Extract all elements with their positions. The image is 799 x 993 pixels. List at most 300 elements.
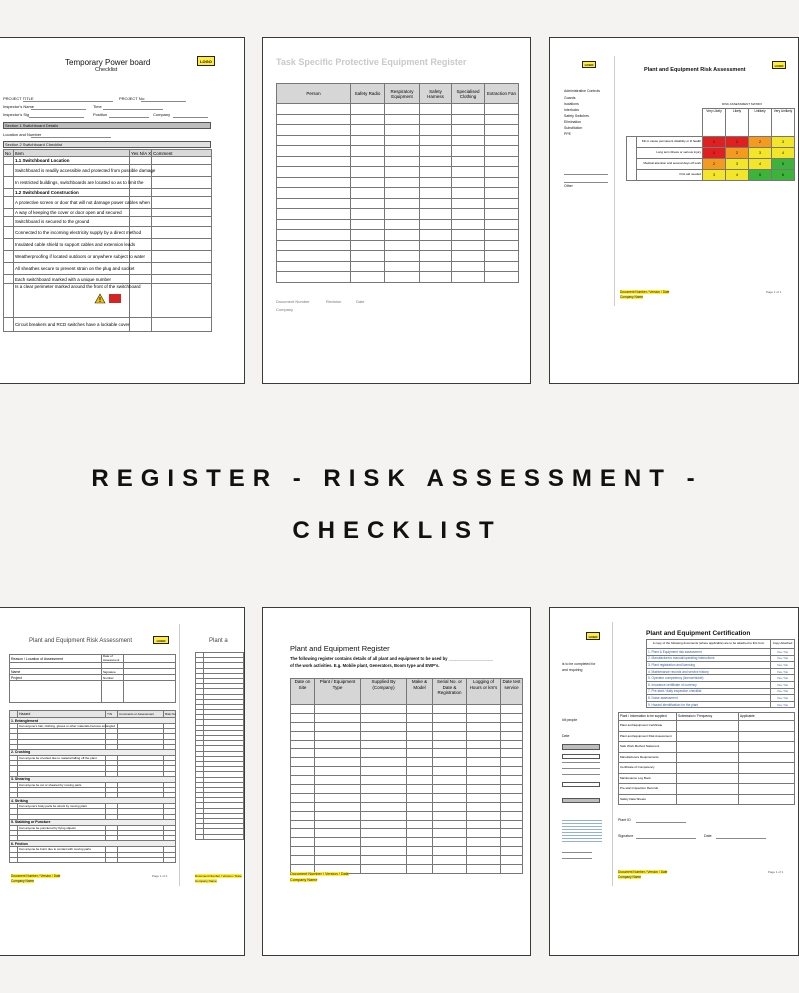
cell [501,838,523,847]
field-line [562,852,592,853]
table-row [647,701,795,708]
cell [291,776,315,785]
cell [152,177,212,189]
table-row [196,834,244,839]
cell [452,167,485,178]
cert-plant-item: Safety Data Sheets [619,794,677,805]
cell [4,284,14,318]
col-person: Person [277,84,351,104]
hazard-question: Can anyone be burnt due to contact with moving parts [18,847,106,852]
table-row: 1.1 Switchboard Location [14,157,130,165]
cert-item: 3. Plant registration and licensing [647,662,771,669]
table-row [277,240,519,251]
cell [467,865,501,874]
col-yn: Y/N [106,711,118,718]
left-text: and requiring [562,668,583,672]
table-row [291,767,523,776]
cell [485,240,519,251]
cell [407,785,433,794]
col-specialised-clothing: Specialised Clothing [452,84,485,104]
cell [351,261,385,272]
cell [739,731,795,742]
cert-yes-no[interactable]: Yes / No [771,701,795,708]
cell [677,773,739,784]
cell [277,167,351,178]
cell [277,156,351,167]
page-2-title: Plant a [209,638,228,644]
field-line [636,838,696,839]
cell [315,802,361,811]
cert-plant-item: Plant and Equipment Risk Assessment [619,731,677,742]
table-row: In restricted buildings, switchboards are located so as to limit the [14,177,130,189]
col-no: No [4,150,14,157]
cell [291,820,315,829]
col-respiratory: Respiratory Equipment [385,84,420,104]
left-bar [562,798,600,803]
table-row [277,219,519,230]
thumbnail-plant-equipment-register[interactable] [262,607,531,956]
cert-yes-no[interactable]: Yes / No [771,688,795,695]
cell [130,209,152,217]
section-label: 1. Entanglement [10,718,176,724]
footer-company: Company Name [290,878,318,882]
left-item: Isolations [564,102,579,106]
field-line [562,774,600,775]
table-row [291,802,523,811]
field-line [716,838,766,839]
cell [385,188,420,199]
cell [152,165,212,177]
cert-item: 5. Operator competency (licence/ticket) [647,675,771,682]
cert-left-partial-page [560,622,613,886]
cell [501,847,523,856]
risk-form-header-table [9,654,176,703]
table-row [291,811,523,820]
cell [351,198,385,209]
consequence-label: Kill or cause permanent disability or ill health [637,137,703,148]
cell [277,209,351,220]
cell [739,784,795,795]
table-row [619,752,795,763]
footer-document: Document Number / Version / Date [620,290,670,294]
table-row [291,785,523,794]
left-text: Date [562,734,570,738]
cell [420,198,452,209]
cell [4,251,14,263]
cert-yes-no[interactable]: Yes / No [771,655,795,662]
table-row [277,272,519,283]
cell [361,776,407,785]
cell [485,135,519,146]
cert-yes-no[interactable]: Yes / No [771,695,795,702]
cell [407,776,433,785]
cell [501,740,523,749]
cell [361,758,407,767]
cell [277,114,351,125]
col-copy-attached: Copy Attached [771,640,795,649]
cell [467,847,501,856]
cell [351,125,385,136]
matrix-cell: 4 [749,159,772,170]
matrix-cell: 4 [726,170,749,181]
field-inspector-name: Inspector's Name [3,104,34,109]
cell [152,157,212,165]
cell [152,263,212,275]
table-row: All sheathes secure to prevent strain on the plug and socket [14,263,130,275]
table-row [647,695,795,702]
cell [152,227,212,239]
cell [501,731,523,740]
cell [361,865,407,874]
cell [351,156,385,167]
col-comment: Comment [152,150,212,157]
footer-document: Document Number / Version / Date [618,870,668,874]
table-row [277,209,519,220]
cell [277,135,351,146]
plant-register-intro-1: The following register contains details of all plant and equipment to be used by ___________________ [290,656,493,661]
footer-company: Company Name [620,295,644,299]
cert-yes-no[interactable]: Yes / No [771,675,795,682]
cell [467,820,501,829]
left-text: is to be completed for [562,662,596,666]
cell [501,856,523,865]
cell [351,230,385,241]
cell [739,742,795,753]
cell [420,188,452,199]
cell [485,114,519,125]
cell [433,793,467,802]
table-row [647,649,795,656]
cell [315,820,361,829]
cell [130,275,152,284]
cert-plant-item: Maintenance Log Book [619,773,677,784]
cell [485,198,519,209]
cert-plant-item: Pre-start Inspection Records [619,784,677,795]
table-row [277,156,519,167]
cell [433,722,467,731]
table-row: Switchboard is readily accessible and protected from possible damage [14,165,130,177]
table-row [291,829,523,838]
danger-label-icon [109,294,121,303]
footer-document: Document Number / Version / Date [290,872,349,876]
cell [277,240,351,251]
cell [467,705,501,714]
cell [4,275,14,284]
cell [467,758,501,767]
cell [452,135,485,146]
cell [485,146,519,157]
cell [277,261,351,272]
col-submission: Submission / Frequency [677,713,739,721]
thumbnail-plant-equipment-certification[interactable] [549,607,799,956]
cell [385,240,420,251]
cell [361,731,407,740]
col-safety-radio: Safety Radio [351,84,385,104]
left-item: Other [564,184,573,188]
cell [152,284,212,318]
field-date: Date of Assessment [102,655,124,663]
collection-heading-line-1: REGISTER - RISK ASSESSMENT - [91,465,703,492]
cert-yes-no[interactable]: Yes / No [771,681,795,688]
cell [277,177,351,188]
consequence-label: First aid needed [637,170,703,181]
cell [407,802,433,811]
cell [361,802,407,811]
cell [407,767,433,776]
cell [407,838,433,847]
cell [4,239,14,251]
cert-yes-no[interactable]: Yes / No [771,649,795,656]
cell [361,838,407,847]
cell [351,251,385,262]
cell [291,740,315,749]
cell [361,749,407,758]
thumbnail-risk-assessment-form[interactable] [0,607,245,956]
cell [433,785,467,794]
cell [385,272,420,283]
blue-text-block [562,818,602,844]
matrix-cell: 4 [772,148,795,159]
cell [315,829,361,838]
footer-company: Company Name [195,879,217,883]
cell [501,802,523,811]
cell [420,125,452,136]
col-make-model: Make & Model [407,679,433,705]
cert-item: 6. Insurance certificate of currency [647,681,771,688]
footer-page: Page 1 of 1 [766,290,782,294]
table-row [647,675,795,682]
matrix-page-title: Plant and Equipment Risk Assessment [644,67,746,73]
cert-yes-no[interactable]: Yes / No [771,662,795,669]
cell [152,251,212,263]
matrix-page [616,56,796,306]
table-row [277,146,519,157]
cell [420,272,452,283]
cell [351,272,385,283]
cell [351,240,385,251]
cert-item: 2. Manufacturers manual/operating instructions [647,655,771,662]
section-1-label: Section 1 Switchboard Details [5,123,59,128]
cell [385,198,420,209]
cell [739,794,795,805]
likelihood-label: Likely [726,109,749,137]
left-bar [562,782,600,787]
cell [291,856,315,865]
cert-item: 1. Plant & Equipment risk assessment [647,649,771,656]
field-line [31,137,111,138]
field-line [562,762,600,763]
checklist-table [3,149,212,332]
table-row [10,857,176,862]
cert-yes-no[interactable]: Yes / No [771,668,795,675]
cell [485,104,519,115]
matrix-cell: 3 [726,159,749,170]
cell [315,785,361,794]
cell [385,135,420,146]
risk-form-page-2 [183,624,243,886]
field-line [103,109,163,110]
left-item: PPE [564,132,572,136]
cell [407,829,433,838]
cell [407,740,433,749]
footer-page: Page 1 of 1 [768,870,784,874]
cell [677,794,739,805]
cell [407,713,433,722]
cell [315,811,361,820]
cell [467,722,501,731]
table-row [647,662,795,669]
cert-plant-item: Certificate of Competency [619,763,677,774]
cert-plant-item: Safe Work Method Statement [619,742,677,753]
cell [351,104,385,115]
cell [407,749,433,758]
footer-company: Company [276,307,294,312]
matrix-cell: 5 [772,159,795,170]
cell [351,209,385,220]
cell [467,793,501,802]
cell [467,802,501,811]
thumbnail-temporary-power-board-checklist[interactable] [0,37,245,384]
logo-box: LOGO [153,636,169,644]
field-line [29,117,84,118]
sign-plant-id: Plant ID [618,818,631,822]
cell [277,219,351,230]
cell [291,722,315,731]
left-bar [562,754,600,759]
logo-box: LOGO [586,632,600,640]
field-project-title: PROJECT TITLE [3,96,34,101]
section-2-label: Section 2 Switchboard Checklist [5,142,63,147]
table-row [277,251,519,262]
cell [677,763,739,774]
footer-document: Document Number / Version / Date [11,874,61,878]
hazard-question: Can anyone be cut or sheared by moving parts [18,782,106,787]
cell [485,272,519,283]
section-label: 4. Striking [10,798,176,804]
plant-register-table [290,678,523,874]
cell [501,793,523,802]
cell [420,135,452,146]
cell [452,125,485,136]
thumbnail-risk-assessment-matrix[interactable] [549,37,799,384]
cell [291,705,315,714]
matrix-cell: 3 [749,148,772,159]
field-line [141,101,186,102]
col-date-on-site: Date on Site [291,679,315,705]
cell [291,829,315,838]
cell [196,834,204,839]
cell [407,820,433,829]
table-row [277,135,519,146]
field-line [109,117,149,118]
left-item: Interlocks [564,108,579,112]
cell [467,856,501,865]
cell [315,856,361,865]
matrix-cell: 5 [749,170,772,181]
cell [361,740,407,749]
table-row [277,167,519,178]
cell [637,109,703,137]
cell [420,209,452,220]
cell [4,217,14,227]
cell [315,767,361,776]
cell [452,272,485,283]
section-label: 5. Stabbing or Puncture [10,819,176,825]
cell [407,847,433,856]
left-item: Safety Switches [564,114,589,118]
cell [433,829,467,838]
cell [433,758,467,767]
cell [420,114,452,125]
table-row [291,793,523,802]
cell [485,219,519,230]
plant-register-page [274,620,520,887]
cell [467,829,501,838]
cell [452,198,485,209]
matrix-cell: 6 [772,170,795,181]
hazard-question: Can anyone's hair, clothing, gloves or other materials become entangled [19,724,115,729]
table-row [277,177,519,188]
cell [627,109,637,137]
cell [467,731,501,740]
table-row [291,731,523,740]
cell [4,227,14,239]
cell [485,125,519,136]
hazard-question: Can anyone be punctured by flying objects [18,825,106,830]
cell [351,135,385,146]
cell [4,157,14,165]
table-row [291,722,523,731]
cell [433,856,467,865]
col-risk-no: Risk No [165,712,176,716]
cell [467,740,501,749]
thumbnail-protective-equipment-register[interactable] [262,37,531,384]
field-number: Number [102,675,124,681]
location-label: Location and Number [3,132,42,137]
cell [291,713,315,722]
table-row [619,742,795,753]
cell [315,776,361,785]
table-row [647,655,795,662]
cert-plant-item: Manufacturers Requirements [619,752,677,763]
hazard-table [9,710,176,863]
cell [467,713,501,722]
cell [433,731,467,740]
risk-matrix [626,108,795,181]
cell [361,767,407,776]
cell [467,785,501,794]
cell [152,275,212,284]
cell [467,776,501,785]
cell [351,146,385,157]
cell [315,705,361,714]
cell [407,705,433,714]
cell [291,838,315,847]
matrix-header: RISK ASSESSMENT MATRIX [722,102,763,106]
cell [315,731,361,740]
cell [467,811,501,820]
cell [130,189,152,197]
cell [407,793,433,802]
cell [361,785,407,794]
cell [407,722,433,731]
matrix-cell: 1 [726,137,749,148]
cell [102,681,124,703]
cell [452,209,485,220]
cell [677,721,739,732]
cell [361,705,407,714]
field-line [564,174,608,175]
